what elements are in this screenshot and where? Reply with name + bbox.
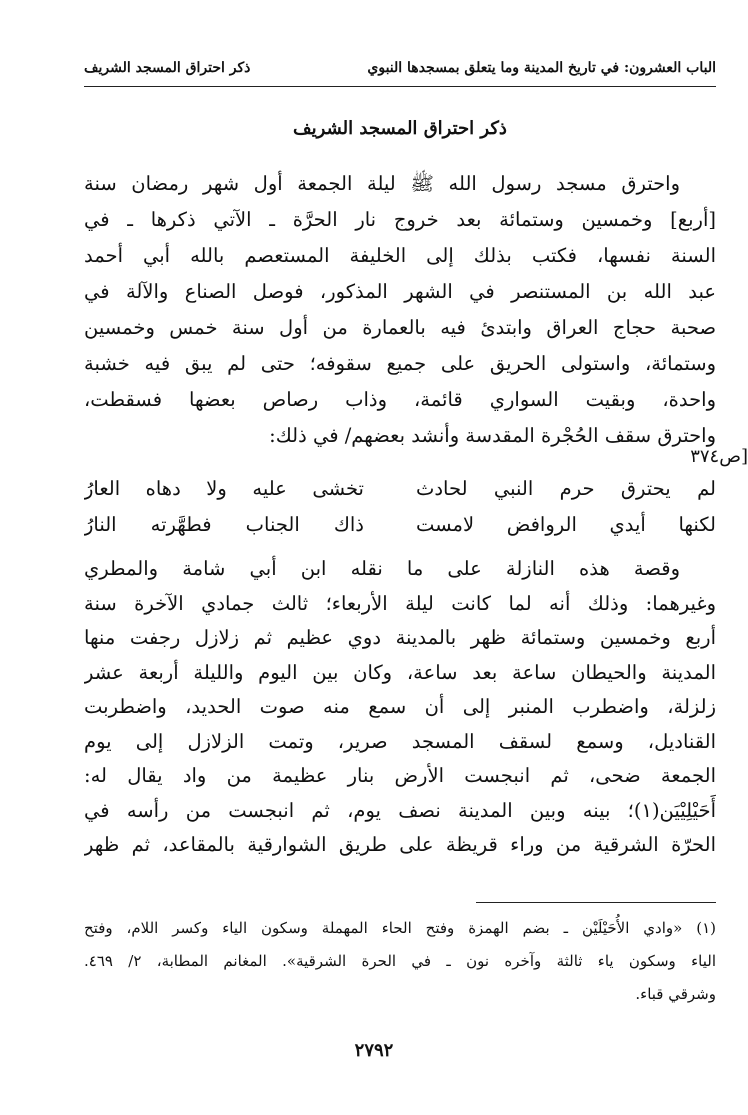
- verse-second-hemistich: ذاك الجناب فطهَّرته النارُ: [84, 513, 364, 536]
- footnote-divider: [476, 902, 716, 903]
- text-line: صحبة حجاج العراق وابتدئ فيه بالعمارة من أول سنة خمس وخمسين: [84, 316, 716, 339]
- footnote-line: الياء وسكون ياء ثالثة وآخره نون ـ في الحرة الشرقية». المغانم المطابة، ٢/ ٤٦٩.: [84, 952, 716, 970]
- text-line: واحدة، وبقيت السواري قائمة، وذاب رصاص بعضها فسقطت،: [84, 388, 716, 411]
- header-section-title: ذكر احتراق المسجد الشريف: [84, 60, 251, 76]
- text-line: الجمعة ضحى، ثم انبجست الأرض بنار عظيمة من واد يقال له:: [84, 764, 716, 787]
- text-line: وقصة هذه النازلة على ما نقله ابن أبي شامة والمطري: [84, 557, 680, 580]
- text-line: وستمائة، واستولى الحريق على جميع سقوفه؛ حتى لم يبق فيه خشبة: [84, 352, 716, 375]
- text-line: المدينة والحيطان ساعة بعد ساعة، وكان بين اليوم والليلة أربعة عشر: [84, 660, 716, 684]
- text-line: الحرّة الشرقية من وراء قريظة على طريق الشوارقية بالمقاعد، ثم ظهر: [84, 833, 716, 856]
- footnote-line: (١) «وادي الأُحَيْلَيْن ـ بضم الهمزة وفتح الحاء المهملة وسكون الياء وكسر اللام، وفتح: [84, 919, 716, 937]
- poem-verse: [84, 472, 716, 508]
- verse-second-hemistich: تخشى عليه ولا دهاه العارُ: [84, 477, 364, 500]
- footnote-line: وشرقي قباء.: [635, 985, 716, 1003]
- text-line: زلزلة، واضطرب المنبر إلى أن سمع منه صوت الحديد، واضطربت: [84, 695, 716, 718]
- text-line: واحترق سقف الحُجْرة المقدسة وأنشد بعضهم/ في ذلك:: [269, 424, 716, 447]
- poem: [84, 472, 716, 544]
- text-line: القناديل، وسمع لسقف المسجد صرير، وتمت الزلازل إلى يوم: [84, 729, 716, 753]
- verse-first-hemistich: لم يحترق حرم النبي لحادث: [416, 477, 716, 500]
- footnotes: [84, 912, 716, 1011]
- page-number: ٢٧٩٢: [354, 1040, 394, 1061]
- text-line: وغيرهما: وذلك أنه لما كانت ليلة الأربعاء؛ ثالث جمادي الآخرة سنة: [84, 591, 716, 615]
- text-line: عبد الله بن المستنصر في الشهر المذكور، فوصل الصناع والآلة في: [84, 280, 716, 303]
- text-line: أَحَيْلِيْيَن(١)؛ بينه وبين المدينة نصف يوم، ثم انبجست من رأسه في: [84, 798, 716, 822]
- paragraph-2: [84, 552, 716, 863]
- text-line: [أربع] وخمسين وستمائة بعد خروج نار الحرَّة ـ الآتي ذكرها ـ في: [84, 208, 716, 231]
- header-divider: [84, 86, 716, 87]
- verse-first-hemistich: لكنها أيدي الروافض لامست: [416, 513, 716, 536]
- header-chapter-title: الباب العشرون: في تاريخ المدينة وما يتعلق بمسجدها النبوي: [367, 60, 716, 76]
- section-title: ذكر احتراق المسجد الشريف: [293, 118, 507, 139]
- text-line: واحترق مسجد رسول الله ﷺ ليلة الجمعة أول شهر رمضان سنة: [84, 172, 680, 195]
- margin-page-reference: [ص٣٧٤: [690, 446, 748, 467]
- running-header: [84, 56, 716, 84]
- paragraph-1: [84, 166, 716, 454]
- poem-verse: [84, 508, 716, 544]
- text-line: السنة نفسها، فكتب بذلك إلى الخليفة المستعصم بالله أبي أحمد: [84, 244, 716, 267]
- text-line: أربع وخمسين وستمائة ظهر بالمدينة دوي عظيم ثم زلازل رجفت منها: [84, 626, 716, 649]
